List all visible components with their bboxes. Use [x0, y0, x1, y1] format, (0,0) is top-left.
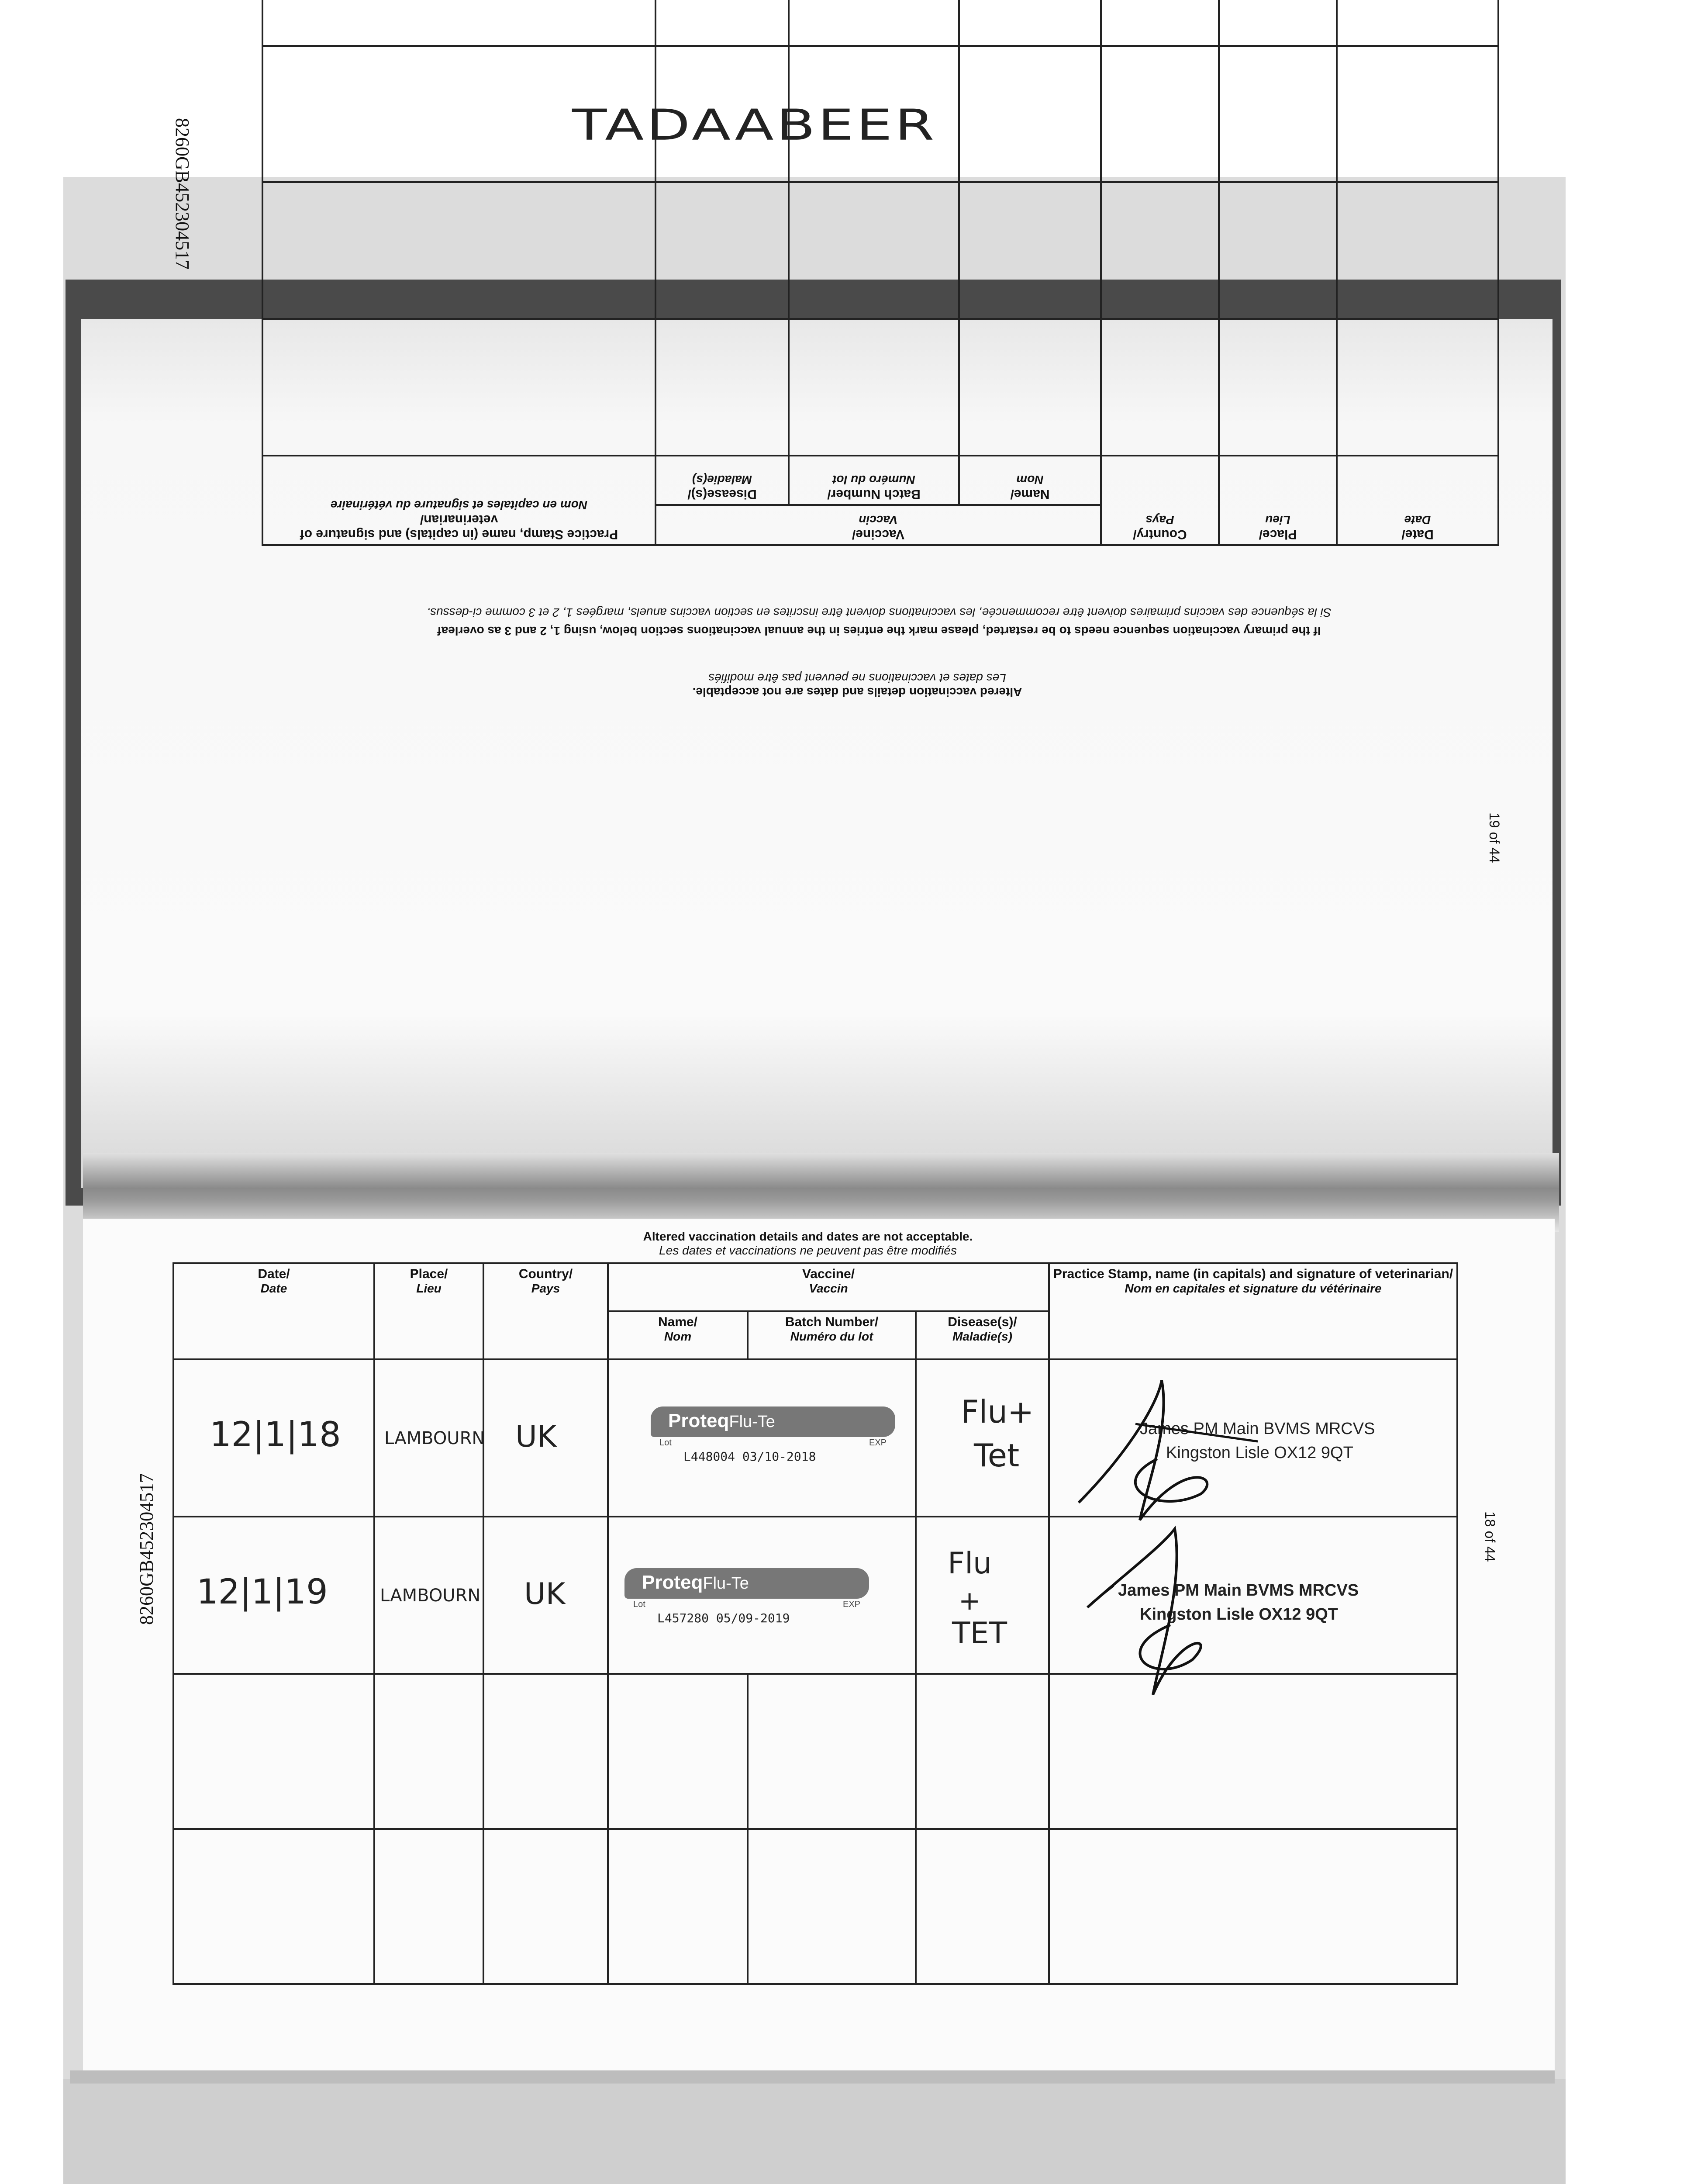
practice-stamp-line1: James PM Main BVMS MRCVS — [1140, 1420, 1375, 1438]
table-row — [262, 0, 1498, 46]
bottom-page-number-container — [1482, 1511, 1549, 1562]
practice-stamp-line1: James PM Main BVMS MRCVS — [1118, 1581, 1359, 1600]
entry-disease-line3: TET — [952, 1616, 1007, 1651]
top-altered-notice — [552, 671, 1163, 699]
altered-note-en: Altered vaccination details and dates are not acceptable. — [692, 685, 1022, 699]
entry-place: LAMBOURN — [384, 1428, 485, 1448]
sticker-product: Flu-Te — [703, 1574, 749, 1593]
practice-stamp-line2: Kingston Lisle OX12 9QT — [1166, 1444, 1353, 1462]
sticker-product: Flu-Te — [729, 1413, 775, 1431]
col-name: Name/ Nom — [959, 456, 1101, 505]
top-vaccination-table — [262, 0, 1499, 546]
entry-date: 12|1|19 — [197, 1572, 328, 1612]
entry-disease-line2: Tet — [974, 1437, 1020, 1474]
col-stamp: Practice Stamp, name (in capitals) and signature of veterinarian/ Nom en capitales et signature du vétérinaire — [1049, 1263, 1457, 1359]
col-date: Date/ Date — [1337, 456, 1498, 545]
sticker-exp-label: EXP — [843, 1600, 861, 1609]
sticker-lot-label: Lot — [659, 1438, 672, 1448]
table-row — [262, 183, 1498, 319]
bottom-altered-notice — [437, 1230, 1179, 1258]
sticker-brand — [668, 1410, 775, 1432]
restart-note-fr: Si la séquence des vaccins primaires doivent être recommencée, les vaccinations doivent être inscrites en section vaccins anuels, margées 1, 2 et 3 comme ci-dessus. — [427, 606, 1332, 619]
vet-signature — [1070, 1372, 1288, 1529]
sticker-brand — [642, 1572, 749, 1593]
bottom-page-id: 8260GB452304517 — [136, 1473, 157, 1625]
col-batch: Batch Number/ Numéro du lot — [748, 1311, 916, 1359]
top-page-id: 8260GB452304517 — [172, 118, 193, 270]
entry-disease-line1: Flu — [948, 1546, 992, 1581]
col-vaccine: Vaccine/ Vaccin — [655, 505, 1101, 545]
sticker-exp-label: EXP — [869, 1438, 887, 1448]
entry-place: LAMBOURN — [380, 1586, 481, 1606]
col-date: Date/ Date — [173, 1263, 374, 1359]
restart-note-en: If the primary vaccination sequence needs to be restarted, please mark the entries in the annual vaccinations section below, using 1, 2 and 3 as overleaf — [437, 624, 1321, 638]
altered-note-fr: Les dates et vaccinations ne peuvent pas être modifiés — [659, 1244, 957, 1257]
table-row — [262, 319, 1498, 456]
col-vaccine: Vaccine/ Vaccin — [608, 1263, 1049, 1311]
top-page-number-container — [1487, 812, 1553, 863]
top-notice — [377, 605, 1381, 638]
col-place: Place/ Lieu — [1219, 456, 1337, 545]
col-disease: Disease(s)/ Maladie(s) — [655, 456, 789, 505]
col-disease: Disease(s)/ Maladie(s) — [916, 1311, 1049, 1359]
table-row — [173, 1829, 1457, 1984]
top-page-number: 19 of 44 — [1487, 812, 1502, 863]
col-country: Country/ Pays — [483, 1263, 608, 1359]
col-stamp: Practice Stamp, name (in capitals) and signature of veterinarian/ Nom en capitales et signature du vétérinaire — [262, 456, 655, 545]
sticker-lot-label: Lot — [633, 1600, 645, 1609]
sticker-brand-name: Proteq — [642, 1572, 703, 1593]
vaccine-sticker — [624, 1564, 869, 1629]
top-page-id-container — [42, 96, 193, 270]
col-batch: Batch Number/ Numéro du lot — [789, 456, 959, 505]
sticker-code: L448004 03/10-2018 — [683, 1449, 816, 1464]
entry-country: UK — [524, 1577, 566, 1611]
altered-note-en: Altered vaccination details and dates are not acceptable. — [643, 1230, 973, 1243]
table-row — [173, 1674, 1457, 1829]
col-name: Name/ Nom — [608, 1311, 748, 1359]
entry-date: 12|1|18 — [210, 1415, 341, 1455]
vaccine-sticker — [651, 1402, 895, 1468]
practice-stamp-line2: Kingston Lisle OX12 9QT — [1140, 1605, 1338, 1624]
sticker-brand-name: Proteq — [668, 1410, 729, 1431]
handwritten-name: TADAABEER — [572, 100, 937, 150]
vet-signature — [1074, 1520, 1258, 1704]
scan-bottom-shadow — [63, 2079, 1566, 2184]
bottom-page-edge — [70, 2070, 1555, 2084]
entry-disease-line1: Flu+ — [961, 1393, 1034, 1430]
col-place: Place/ Lieu — [374, 1263, 483, 1359]
entry-disease-line2: + — [959, 1586, 981, 1616]
altered-note-fr: Les dates et vaccinations ne peuvent pas être modifiés — [708, 671, 1006, 685]
bottom-page-number: 18 of 44 — [1482, 1511, 1498, 1562]
entry-country: UK — [515, 1420, 557, 1454]
col-country: Country/ Pays — [1101, 456, 1219, 545]
sticker-code: L457280 05/09-2019 — [657, 1611, 790, 1625]
table-row — [262, 46, 1498, 183]
